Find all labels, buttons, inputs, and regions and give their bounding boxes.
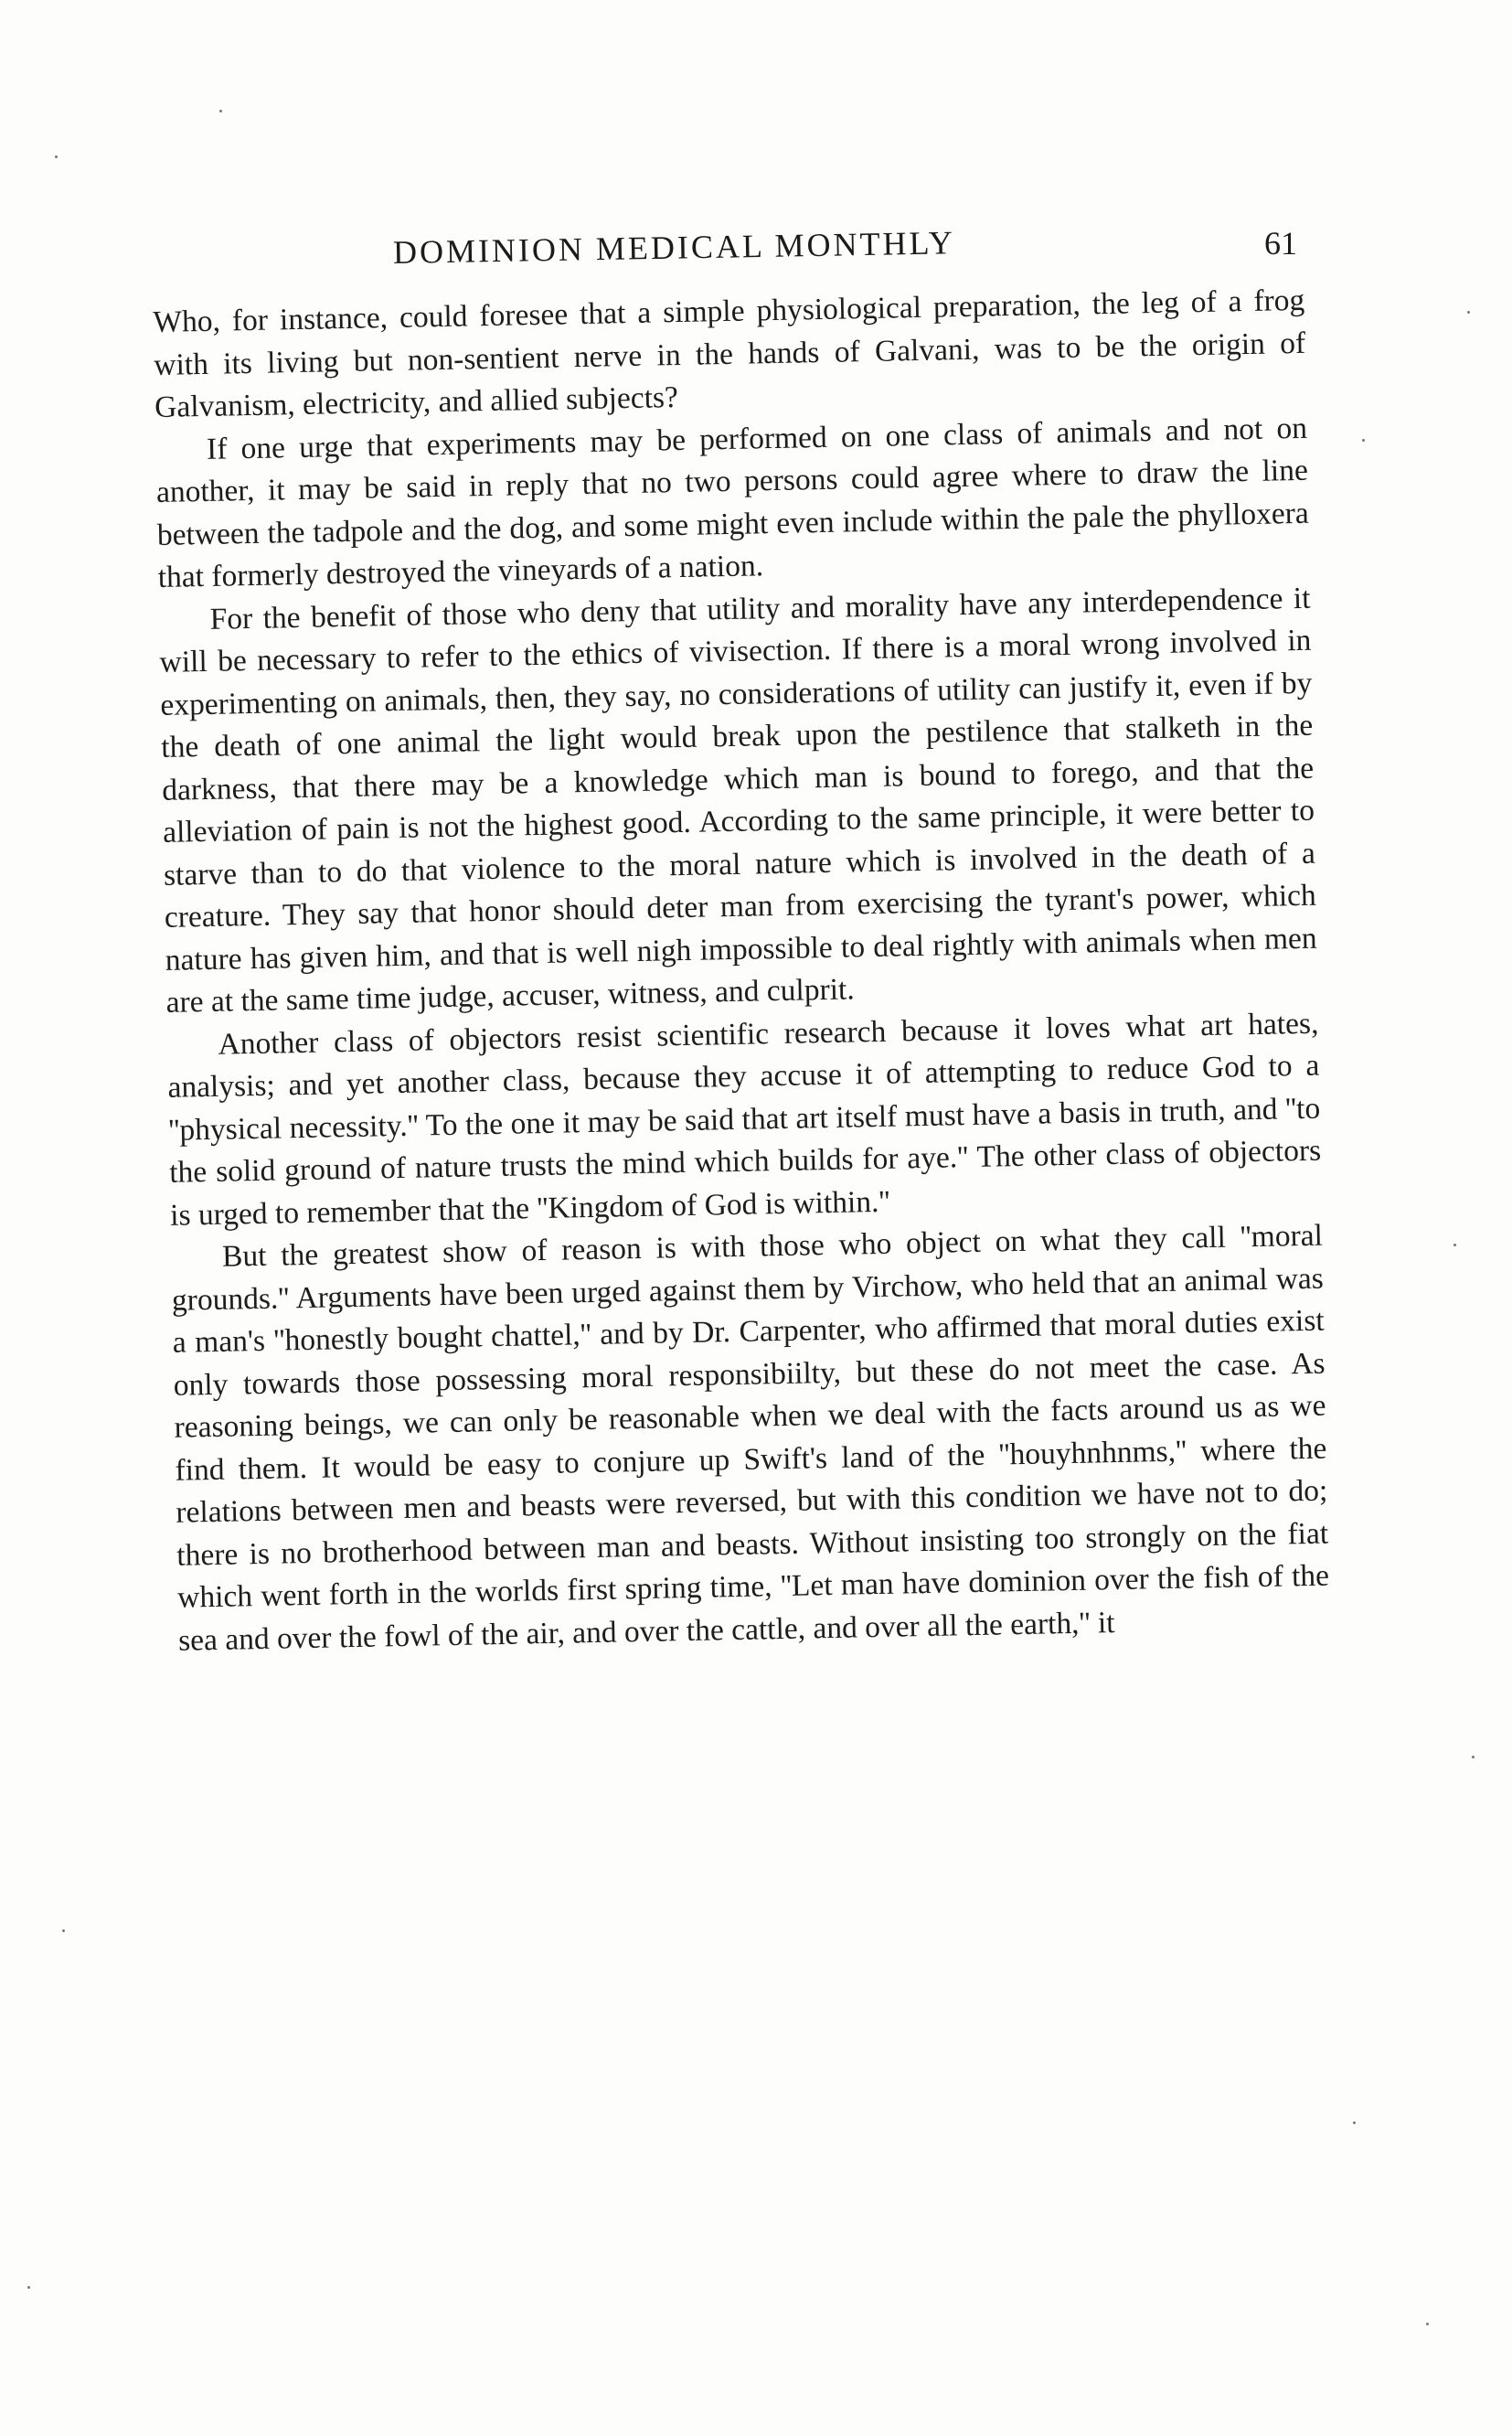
body-text <box>153 280 1330 1662</box>
scan-speck <box>1453 1244 1456 1246</box>
page-header <box>155 224 1344 288</box>
scan-speck <box>1426 2323 1429 2325</box>
scan-speck <box>1353 2121 1356 2124</box>
running-head: DOMINION MEDICAL MONTHLY <box>392 224 956 271</box>
scan-speck <box>62 1929 65 1932</box>
paragraph-2: If one urge that experiments may be performed on one class of animals and not on another, it may be said in reply that no two persons could agree where to draw the line between the tadpole and the dog, and some might even include within the pale the phylloxera that formerly destroyed the vineyards of a nation. <box>155 411 1310 594</box>
scan-speck <box>55 155 58 158</box>
paragraph-1: Who, for instance, could foresee that a simple physiological preparation, the leg of a frog with its living but non-sentient nerve in the hands of Galvani, was to be the origin of Galvanism, electricity, and allied subjects? <box>153 283 1306 424</box>
scan-speck <box>1472 1756 1475 1758</box>
paragraph-4: Another class of objectors resist scientific research because it loves what art hates, analysis; and yet another class, because they accuse it of attempting to reduce God to a ''physical necessity.'' To the one it may be said that art itself must have a basis in truth, and ''to the solid ground of nature trusts the mind which builds for aye.'' The other class of objectors is urged to remember that the ''Kingdom of God is within.'' <box>167 1006 1322 1233</box>
paragraph-5: But the greatest show of reason is with those who object on what they call ''moral grounds.'' Arguments have been urged against them by Virchow, who held that an animal was a man's ''honestly bought chattel,'' and by Dr. Carpenter, who affirmed that moral duties exist only towards those possessing moral responsibiilty, but these do not meet the case. As reasoning beings, we can only be reasonable when we deal with the facts around us as we find them. It would be easy to conjure up Swift's land of the ''houyhnhnms,'' where the relations between men and beasts were reversed, but with this condition we have not to do; there is no brotherhood between man and beasts. Without insisting too strongly on the fiat which went forth in the worlds first spring time, ''Let man have dominion over the fish of the sea and over the fowl of the air, and over the cattle, and over all the earth,'' it <box>171 1218 1330 1658</box>
page-number: 61 <box>1264 225 1297 262</box>
scan-speck <box>219 110 222 112</box>
scan-speck <box>27 2286 30 2289</box>
paragraph-3: For the benefit of those who deny that utility and morality have any interdependence it will be necessary to refer to the ethics of vivisection. If there is a moral wrong involved in experimenting on animals, then, they say, no considerations of utility can justify it, even if by the death of one animal the light would break upon the pestilence that stalketh in the darkness, that there may be a knowledge which man is bound to forego, and that the alleviation of pain is not the highest good. According to the same principle, it were better to starve than to do that violence to the moral nature which is involved in the death of a creature. They say that honor should deter man from exercising the tyrant's power, which nature has given him, and that is well nigh impossible to deal rightly with animals when men are at the same time judge, accuser, witness, and culprit. <box>159 581 1317 1020</box>
scan-speck <box>1467 311 1470 314</box>
scan-speck <box>1362 439 1365 442</box>
